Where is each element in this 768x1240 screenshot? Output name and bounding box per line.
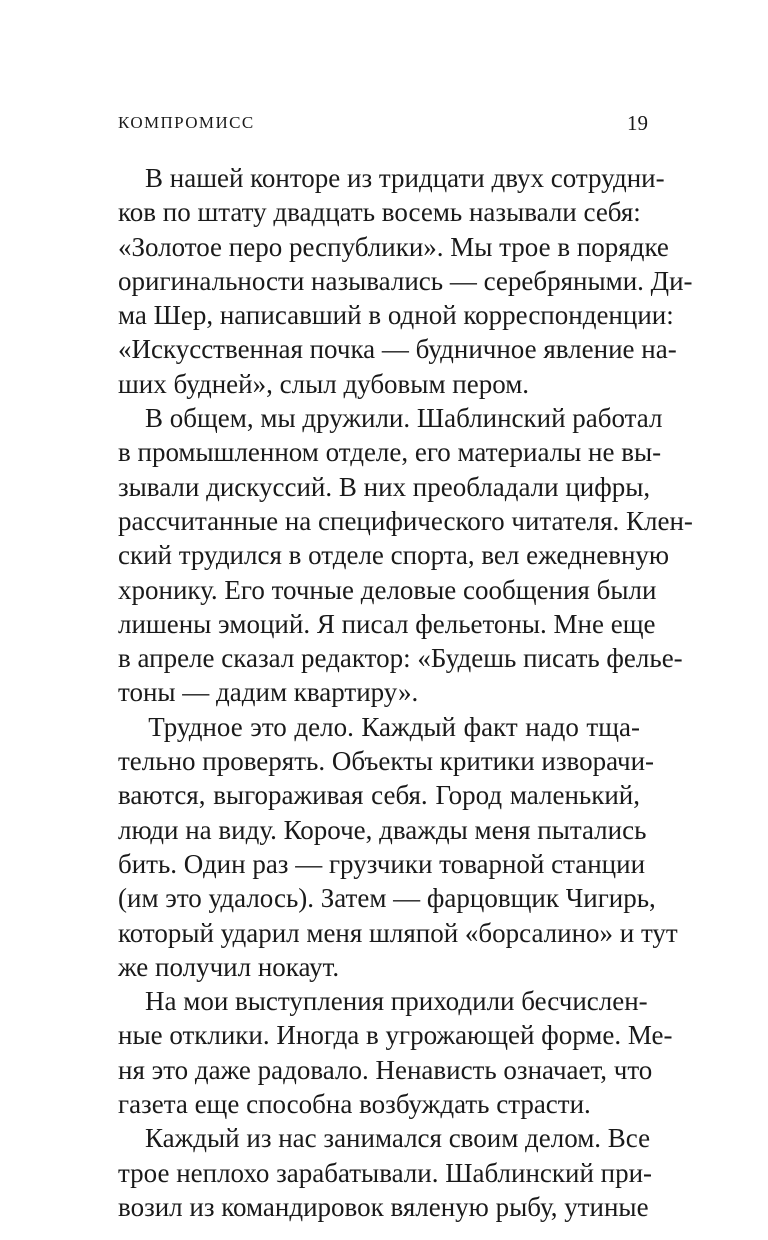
text-line: ших будней», слыл дубовым пером. [118, 368, 530, 399]
text-line: бить. Один раз — грузчики товарной станции [118, 848, 646, 879]
paragraph [118, 984, 673, 1121]
text-line: газета еще способна возбуждать страсти. [118, 1089, 591, 1120]
paragraph [118, 401, 693, 710]
paragraph [118, 1121, 653, 1224]
text-line: «Искусственная почка — будничное явление на- [118, 334, 677, 365]
body-text [118, 161, 693, 1224]
text-line: В нашей конторе из тридцати двух сотрудни- [118, 163, 665, 193]
page-header [118, 113, 648, 139]
text-line: (им это удалось). Затем — фарцовщик Чигирь, [118, 883, 656, 914]
text-line: ков по штату двадцать восемь называли себя: [118, 197, 641, 228]
text-line: На мои выступления приходили бесчислен- [118, 986, 648, 1017]
text-line: ня это даже радовало. Ненависть означает, что [118, 1054, 653, 1085]
text-line: Трудное это дело. Каждый факт надо тща- [118, 711, 640, 742]
text-line: же получил нокаут. [118, 951, 340, 982]
text-line: тоны — дадим квартиру». [118, 677, 419, 708]
text-line: трое неплохо зарабатывали. Шаблинский при- [118, 1157, 653, 1188]
text-line: люди на виду. Короче, дважды меня пытались [118, 814, 647, 845]
text-line: рассчитанные на специфического читателя. Клен- [118, 505, 693, 536]
text-line: тельно проверять. Объекты критики изворачи- [118, 746, 655, 777]
page-number: 19 [627, 111, 648, 135]
paragraph [118, 710, 678, 984]
text-line: в промышленном отделе, его материалы не вы- [118, 437, 662, 468]
text-line: который ударил меня шляпой «борсалино» и тут [118, 917, 678, 948]
paragraph [118, 161, 693, 401]
text-line: лишены эмоций. Я писал фельетоны. Мне еще [118, 608, 656, 639]
text-line: возил из командировок вяленую рыбу, утиные [118, 1191, 649, 1222]
text-line: в апреле сказал редактор: «Будешь писать фелье- [118, 643, 683, 674]
text-line: В общем, мы дружили. Шаблинский работал [118, 403, 663, 434]
text-line: Каждый из нас занимался своим делом. Все [118, 1123, 651, 1154]
text-line: хронику. Его точные деловые сообщения были [118, 574, 657, 605]
text-line: ма Шер, написавший в одной корреспонденции: [118, 300, 674, 331]
text-line: зывали дискуссий. В них преобладали цифры, [118, 471, 651, 502]
text-line: ваются, выгораживая себя. Город маленький, [118, 780, 640, 811]
text-line: оригинальности назывались — серебряными. Ди- [118, 265, 693, 296]
text-line: «Золотое перо республики». Мы трое в порядке [118, 231, 669, 262]
text-line: ский трудился в отделе спорта, вел ежедневную [118, 540, 670, 571]
text-line: ные отклики. Иногда в угрожающей форме. Ме- [118, 1020, 673, 1051]
running-title: КОМПРОМИСС [118, 113, 255, 132]
